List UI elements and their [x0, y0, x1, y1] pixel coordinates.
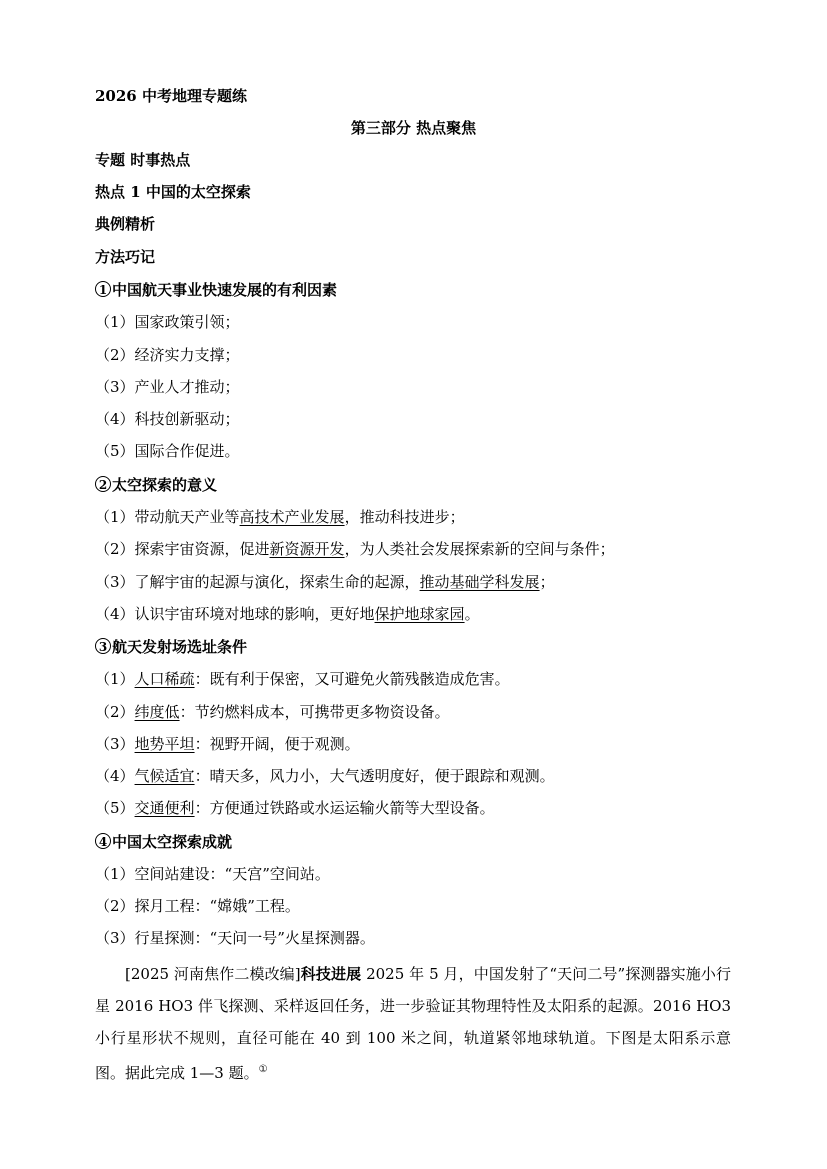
item-text: （2）	[95, 703, 135, 721]
section-number-badge: 3	[95, 638, 111, 654]
section-number-badge: 4	[95, 833, 111, 849]
doc-header: 2026 中考地理专题练	[95, 87, 247, 105]
section-2-heading	[95, 475, 217, 495]
key-term: 新资源开发	[269, 540, 345, 558]
item-text: （1）带动航天产业等	[95, 508, 240, 526]
topic-heading: 专题 时事热点	[95, 151, 191, 169]
hotspot-heading: 热点 1 中国的太空探索	[95, 183, 251, 201]
list-item: （2）经济实力支撑；	[95, 346, 240, 364]
item-text: ：方便通过铁路或水运运输火箭等大型设备。	[194, 799, 495, 817]
item-text: ：既有利于保密，又可避免火箭残骸造成危害。	[194, 670, 510, 688]
item-text: ：节约燃料成本，可携带更多物资设备。	[179, 703, 450, 721]
item-text: （5）	[95, 799, 135, 817]
item-text: （3）了解宇宙的起源与演化，探索生命的起源，	[95, 573, 420, 591]
item-text: （2）探索宇宙资源，促进	[95, 540, 270, 558]
key-term: 气候适宜	[134, 767, 195, 785]
section-title: 中国太空探索成就	[112, 833, 233, 851]
list-item: （1）空间站建设：“天宫”空间站。	[95, 865, 330, 883]
section-4-heading	[95, 832, 232, 852]
item-text: ，为人类社会发展探索新的空间与条件；	[344, 540, 615, 558]
passage-source: [2025 河南焦作二模改编]	[125, 965, 301, 983]
part-title: 第三部分 热点聚焦	[350, 119, 477, 137]
list-item: （5）国际合作促进。	[95, 442, 240, 460]
footnote-marker: ①	[258, 1064, 268, 1075]
item-text: （4）认识宇宙环境对地球的影响，更好地	[95, 605, 375, 623]
item-text: （3）	[95, 735, 135, 753]
list-item	[95, 798, 495, 818]
section-1-heading	[95, 280, 337, 300]
section-number-badge: 2	[95, 476, 111, 492]
list-item: （1）国家政策引领；	[95, 313, 240, 331]
item-text: （4）	[95, 767, 135, 785]
key-term: 人口稀疏	[134, 670, 195, 688]
section-3-heading	[95, 637, 247, 657]
passage-text: 2025 年 5 月，中国发射了“天问二号”探测器实施小行星 2016 HO3 伴飞探测、采样返回任务，进一步验证其物理特性及太阳系的起源。2016 HO3 小行星形状不规则，直径可能在 40 到 100 米之间，轨道紧邻地球轨道。下图是太阳系示意图。据此完成 1—3 题。	[95, 965, 731, 1082]
example-heading: 典例精析	[95, 215, 156, 233]
list-item	[95, 669, 510, 689]
list-item: （3）产业人才推动；	[95, 378, 240, 396]
key-term: 保护地球家园	[374, 605, 465, 623]
item-text: （1）	[95, 670, 135, 688]
list-item	[95, 572, 555, 592]
list-item	[95, 507, 465, 527]
list-item	[95, 702, 450, 722]
item-text: ：晴天多，风力小，大气透明度好，便于跟踪和观测。	[194, 767, 555, 785]
list-item: （3）行星探测：“天问一号”火星探测器。	[95, 929, 375, 947]
key-term: 推动基础学科发展	[419, 573, 540, 591]
section-number-badge: 1	[95, 281, 111, 297]
list-item	[95, 604, 480, 624]
passage-paragraph	[95, 958, 731, 1089]
item-text: ；	[539, 573, 555, 591]
key-term: 高技术产业发展	[239, 508, 345, 526]
list-item: （2）探月工程：“嫦娥”工程。	[95, 897, 300, 915]
item-text: ：视野开阔，便于观测。	[194, 735, 360, 753]
item-text: 。	[464, 605, 480, 623]
list-item	[95, 539, 615, 559]
section-title: 太空探索的意义	[112, 476, 218, 494]
list-item: （4）科技创新驱动；	[95, 410, 240, 428]
passage-tag: 科技进展	[300, 965, 362, 983]
key-term: 地势平坦	[134, 735, 195, 753]
key-term: 纬度低	[134, 703, 180, 721]
section-title: 航天发射场选址条件	[112, 638, 248, 656]
list-item	[95, 766, 555, 786]
method-heading: 方法巧记	[95, 248, 156, 266]
list-item	[95, 734, 360, 754]
item-text: ，推动科技进步；	[344, 508, 465, 526]
key-term: 交通便利	[134, 799, 195, 817]
section-title: 中国航天事业快速发展的有利因素	[112, 281, 338, 299]
